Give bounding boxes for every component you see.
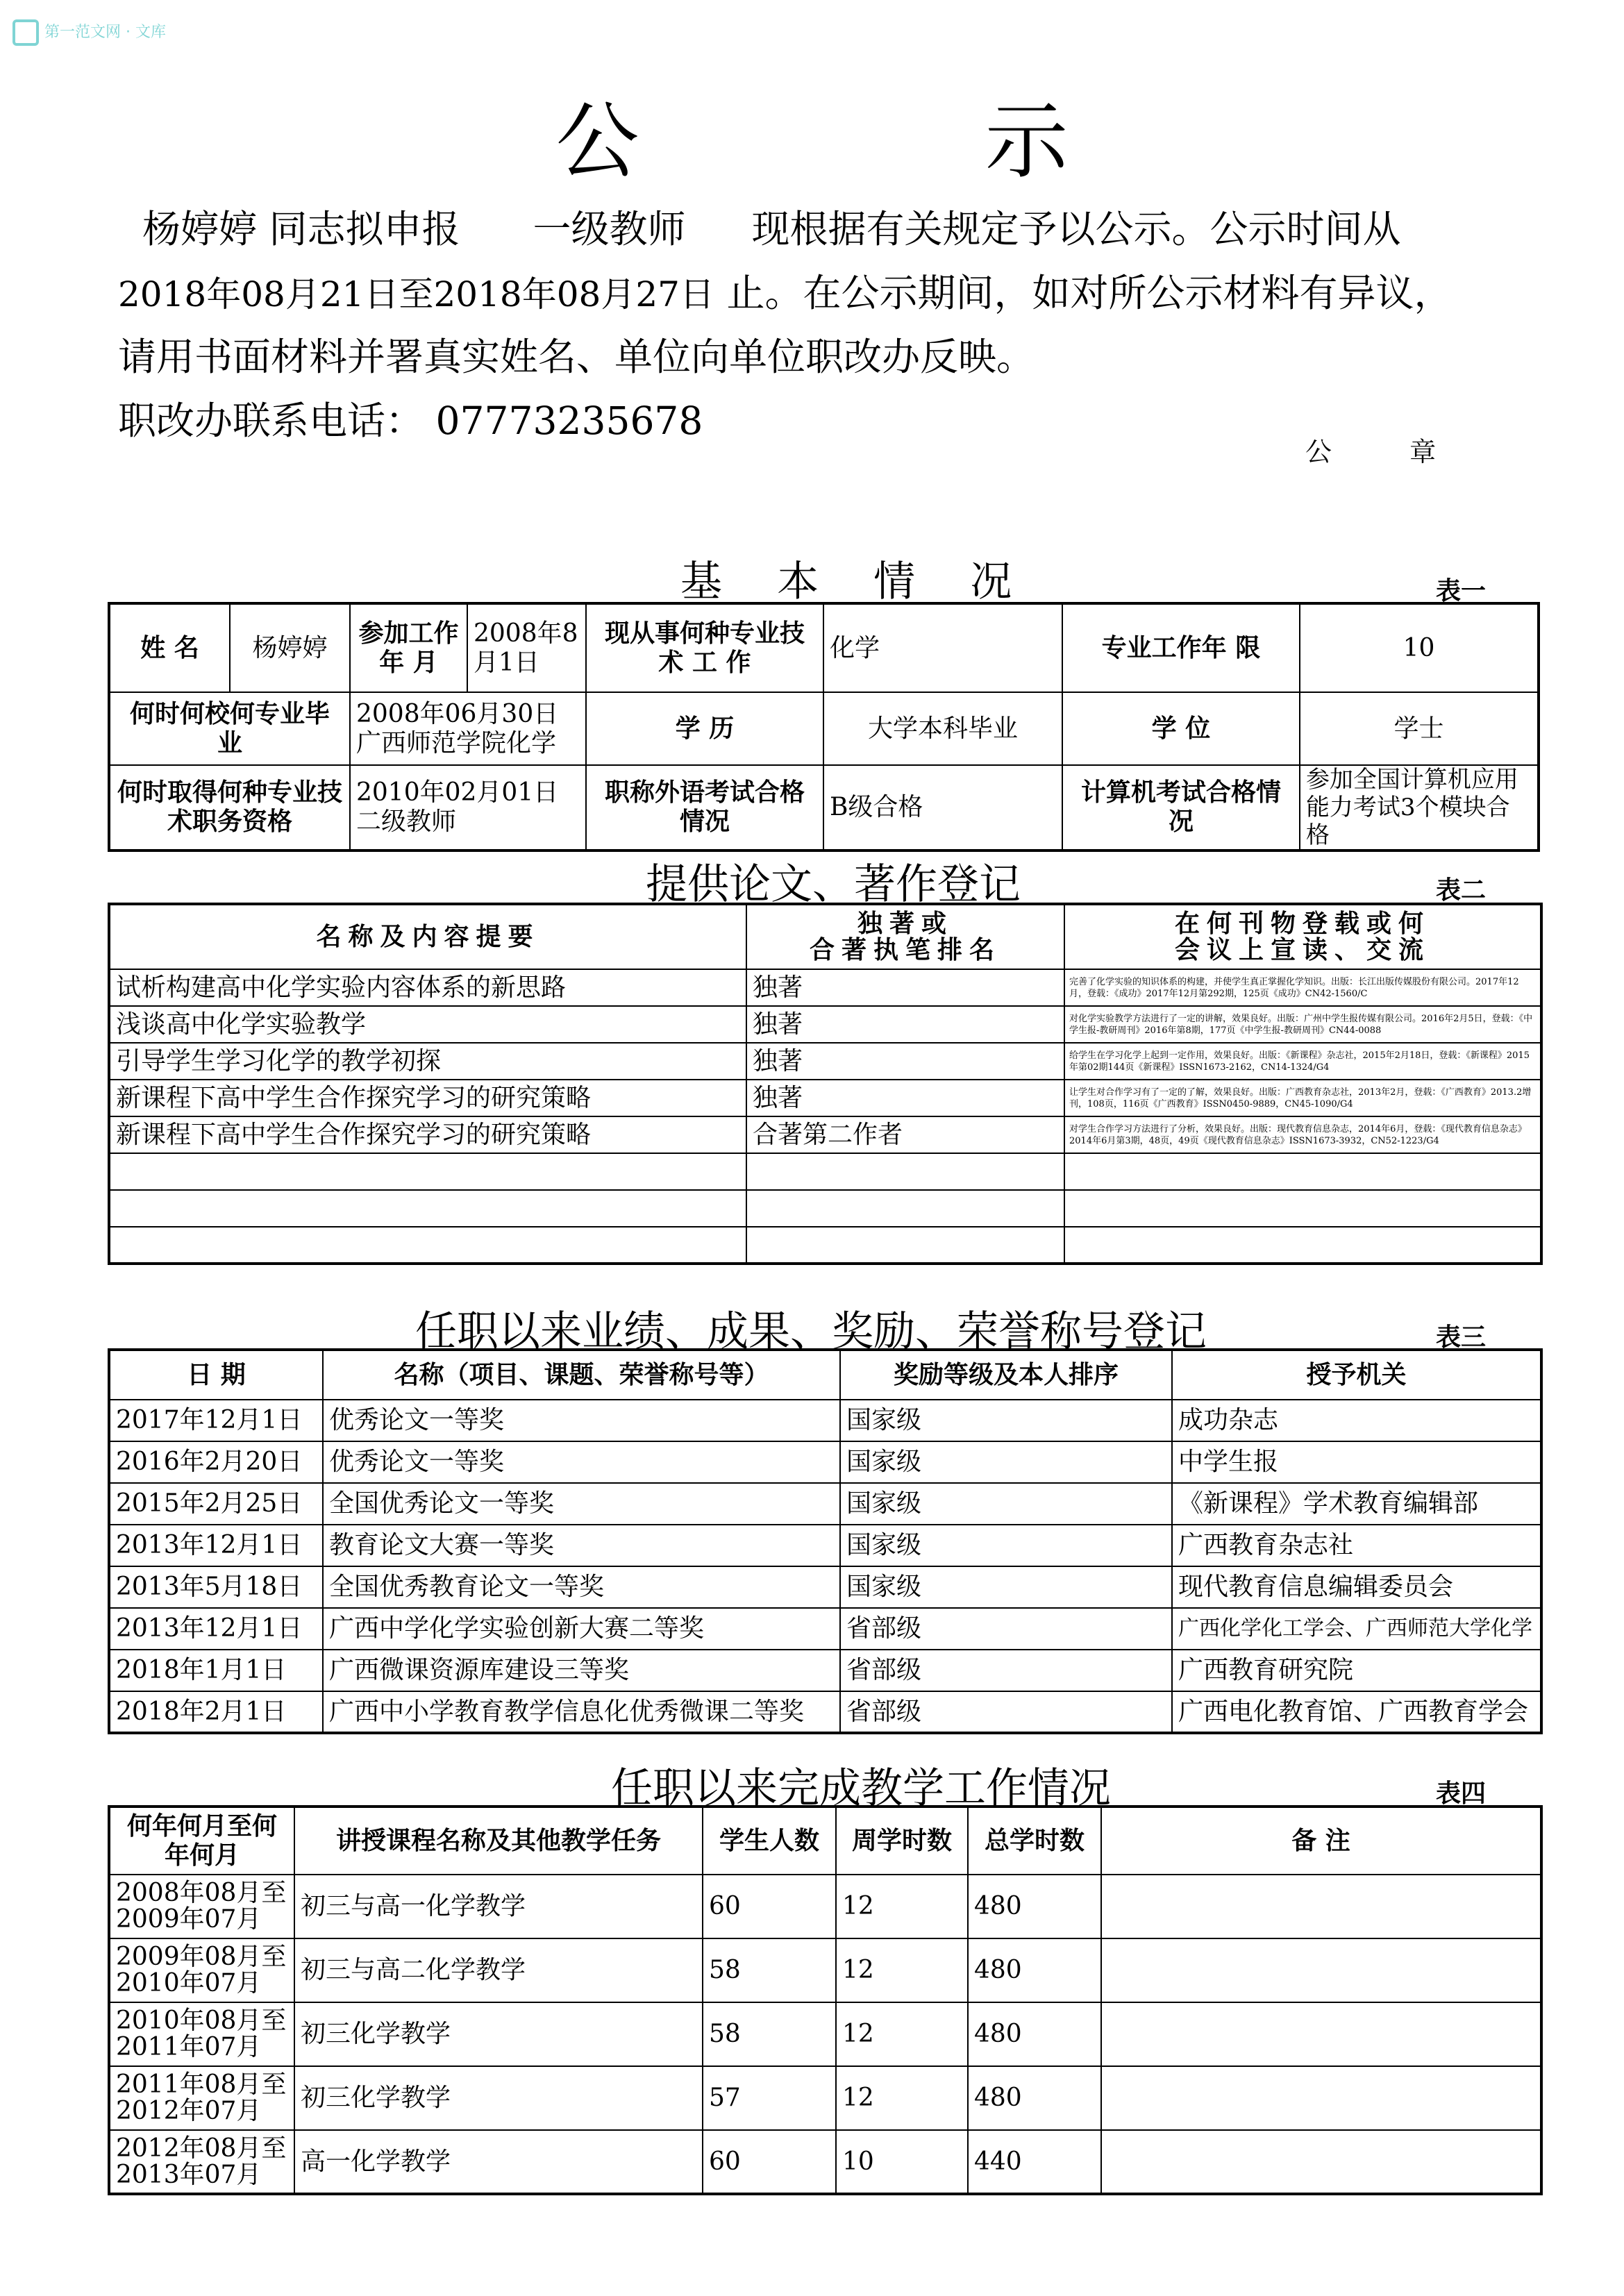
award-org: 成功杂志 bbox=[1172, 1400, 1541, 1441]
award-level: 省部级 bbox=[840, 1691, 1172, 1733]
work-start-label: 参加工作年 月 bbox=[350, 603, 467, 692]
award-date: 2015年2月25日 bbox=[109, 1483, 323, 1525]
teaching-total: 480 bbox=[968, 1875, 1101, 1938]
table-row bbox=[109, 1650, 1541, 1691]
table-row bbox=[109, 1566, 1541, 1608]
seal-label: 公 章 bbox=[1305, 437, 1471, 467]
profession-label: 现从事何种专业技 术 工 作 bbox=[586, 603, 823, 692]
teaching-header-note: 备 注 bbox=[1101, 1807, 1541, 1875]
paper-name: 引导学生学习化学的教学初探 bbox=[109, 1043, 746, 1080]
computer-exam-value: 参加全国计算机应用能力考试3个模块合格 bbox=[1300, 765, 1539, 850]
teaching-weekly: 12 bbox=[836, 2066, 968, 2130]
paper-name: 新课程下高中学生合作探究学习的研究策略 bbox=[109, 1116, 746, 1153]
logo-icon bbox=[12, 19, 39, 46]
teaching-header-total: 总学时数 bbox=[968, 1807, 1101, 1875]
teaching-period: 2011年08月至2012年07月 bbox=[109, 2066, 294, 2130]
name-label: 姓 名 bbox=[109, 603, 230, 692]
table-row bbox=[109, 1608, 1541, 1650]
table2-tag: 表二 bbox=[1436, 876, 1487, 905]
table2-title: 提供论文、著作登记 bbox=[646, 860, 1021, 909]
papers-header-rank-line1: 独著或 bbox=[857, 909, 953, 938]
award-name: 全国优秀论文一等奖 bbox=[323, 1483, 840, 1525]
education-label: 学 历 bbox=[586, 692, 823, 765]
teaching-weekly: 12 bbox=[836, 2002, 968, 2066]
years-value: 10 bbox=[1300, 603, 1539, 692]
page-title: 公 示 bbox=[555, 94, 1228, 190]
paper-name: 新课程下高中学生合作探究学习的研究策略 bbox=[109, 1080, 746, 1116]
award-name: 广西中小学教育教学信息化优秀微课二等奖 bbox=[323, 1691, 840, 1733]
award-level: 国家级 bbox=[840, 1483, 1172, 1525]
paper-rank: 独著 bbox=[746, 969, 1064, 1006]
teaching-note bbox=[1101, 2002, 1541, 2066]
profession-value: 化学 bbox=[823, 603, 1062, 692]
notice-line-4 bbox=[118, 400, 703, 442]
paper-name bbox=[109, 1227, 746, 1264]
paper-rank bbox=[746, 1227, 1064, 1264]
teaching-course: 高一化学教学 bbox=[294, 2130, 703, 2194]
award-name: 优秀论文一等奖 bbox=[323, 1400, 840, 1441]
award-date: 2017年12月1日 bbox=[109, 1400, 323, 1441]
notice-line-3: 请用书面材料并署真实姓名、单位向单位职改办反映。 bbox=[118, 335, 1035, 379]
table-row bbox=[109, 1190, 1541, 1227]
title-qualification-value: 2010年02月01日二级教师 bbox=[350, 765, 586, 850]
award-level: 国家级 bbox=[840, 1441, 1172, 1483]
papers-header-publication bbox=[1064, 904, 1541, 969]
table-row bbox=[109, 1691, 1541, 1733]
paper-rank: 合著第二作者 bbox=[746, 1116, 1064, 1153]
logo-text: 第一范文网 · 文库 bbox=[44, 24, 166, 41]
award-level: 省部级 bbox=[840, 1650, 1172, 1691]
teaching-course: 初三化学教学 bbox=[294, 2002, 703, 2066]
applicant-name: 杨婷婷 bbox=[142, 207, 258, 251]
table4-tag: 表四 bbox=[1436, 1779, 1487, 1808]
teaching-students: 58 bbox=[703, 2002, 836, 2066]
notice-line-1 bbox=[142, 208, 1400, 250]
paper-name: 试析构建高中化学实验内容体系的新思路 bbox=[109, 969, 746, 1006]
table-row bbox=[109, 1080, 1541, 1116]
award-org: 广西电化教育馆、广西教育学会 bbox=[1172, 1691, 1541, 1733]
basic-info-table bbox=[108, 602, 1540, 852]
table-row bbox=[109, 1483, 1541, 1525]
teaching-students: 60 bbox=[703, 2130, 836, 2194]
table3-title: 任职以来业绩、成果、奖励、荣誉称号登记 bbox=[415, 1307, 1207, 1356]
paper-rank bbox=[746, 1190, 1064, 1227]
phone-number: 07773235678 bbox=[435, 399, 703, 443]
award-org: 现代教育信息编辑委员会 bbox=[1172, 1566, 1541, 1608]
award-date: 2018年2月1日 bbox=[109, 1691, 323, 1733]
years-label: 专业工作年 限 bbox=[1062, 603, 1300, 692]
graduation-label: 何时何校何专业毕 业 bbox=[109, 692, 350, 765]
award-name: 广西中学化学实验创新大赛二等奖 bbox=[323, 1608, 840, 1650]
award-date: 2013年12月1日 bbox=[109, 1608, 323, 1650]
teaching-header-students: 学生人数 bbox=[703, 1807, 836, 1875]
notice-text-b: 现根据有关规定予以公示。公示时间从 bbox=[751, 207, 1401, 251]
paper-rank: 独著 bbox=[746, 1006, 1064, 1043]
table-row bbox=[109, 1153, 1541, 1190]
award-name: 全国优秀教育论文一等奖 bbox=[323, 1566, 840, 1608]
teaching-note bbox=[1101, 1938, 1541, 2002]
awards-header-org: 授予机关 bbox=[1172, 1350, 1541, 1400]
teaching-total: 480 bbox=[968, 1938, 1101, 2002]
paper-rank bbox=[746, 1153, 1064, 1190]
papers-header-pub-line2: 会议上宣读、交流 bbox=[1174, 935, 1430, 964]
language-exam-value: B级合格 bbox=[823, 765, 1062, 850]
award-date: 2018年1月1日 bbox=[109, 1650, 323, 1691]
award-org: 广西化学化工学会、广西师范大学化学 bbox=[1172, 1608, 1541, 1650]
applied-level: 一级教师 bbox=[533, 207, 686, 251]
awards-header-name: 名称（项目、课题、荣誉称号等） bbox=[323, 1350, 840, 1400]
degree-value: 学士 bbox=[1300, 692, 1539, 765]
degree-label: 学 位 bbox=[1062, 692, 1300, 765]
table-row bbox=[109, 2002, 1541, 2066]
paper-publication bbox=[1064, 1153, 1541, 1190]
table-row bbox=[109, 1441, 1541, 1483]
notice-line-2 bbox=[118, 272, 1452, 315]
teaching-note bbox=[1101, 1875, 1541, 1938]
teaching-table bbox=[108, 1805, 1543, 2195]
award-org: 广西教育杂志社 bbox=[1172, 1525, 1541, 1566]
award-name: 教育论文大赛一等奖 bbox=[323, 1525, 840, 1566]
teaching-weekly: 12 bbox=[836, 1875, 968, 1938]
table-row bbox=[109, 1938, 1541, 2002]
paper-publication bbox=[1064, 1227, 1541, 1264]
teaching-period: 2009年08月至2010年07月 bbox=[109, 1938, 294, 2002]
table3-tag: 表三 bbox=[1436, 1323, 1487, 1352]
award-org: 广西教育研究院 bbox=[1172, 1650, 1541, 1691]
teaching-students: 60 bbox=[703, 1875, 836, 1938]
award-level: 国家级 bbox=[840, 1525, 1172, 1566]
education-value: 大学本科毕业 bbox=[823, 692, 1062, 765]
awards-header-level: 奖励等级及本人排序 bbox=[840, 1350, 1172, 1400]
table1-title: 基 本 情 况 bbox=[680, 558, 1033, 606]
computer-exam-label: 计算机考试合格情况 bbox=[1062, 765, 1300, 850]
site-logo bbox=[12, 19, 166, 46]
paper-name bbox=[109, 1153, 746, 1190]
teaching-course: 初三化学教学 bbox=[294, 2066, 703, 2130]
paper-publication: 给学生在学习化学上起到一定作用，效果良好。出版：《新课程》杂志社，2015年2月18日，登载：《新课程》2015年第02期144页《新课程》ISSN1673-2162，CN14-1324/G4 bbox=[1064, 1043, 1541, 1080]
table-row bbox=[109, 1400, 1541, 1441]
teaching-note bbox=[1101, 2066, 1541, 2130]
award-org: 中学生报 bbox=[1172, 1441, 1541, 1483]
teaching-total: 440 bbox=[968, 2130, 1101, 2194]
award-level: 国家级 bbox=[840, 1566, 1172, 1608]
teaching-course: 初三与高二化学教学 bbox=[294, 1938, 703, 2002]
awards-header-date: 日 期 bbox=[109, 1350, 323, 1400]
papers-header-pub-line1: 在何刊物登载或何 bbox=[1174, 909, 1430, 938]
paper-name: 浅谈高中化学实验教学 bbox=[109, 1006, 746, 1043]
award-name: 优秀论文一等奖 bbox=[323, 1441, 840, 1483]
title-qualification-label: 何时取得何种专业技术职务资格 bbox=[109, 765, 350, 850]
paper-rank: 独著 bbox=[746, 1043, 1064, 1080]
paper-publication: 完善了化学实验的知识体系的构建，并使学生真正掌握化学知识。出版：长江出版传媒股份有限公司。2017年12月，登载：《成功》2017年12月第292期，125页《成功》CN42-1560/C bbox=[1064, 969, 1541, 1006]
teaching-weekly: 10 bbox=[836, 2130, 968, 2194]
award-date: 2016年2月20日 bbox=[109, 1441, 323, 1483]
papers-header-name: 名称及内容提要 bbox=[109, 904, 746, 969]
papers-header-rank bbox=[746, 904, 1064, 969]
teaching-total: 480 bbox=[968, 2002, 1101, 2066]
awards-table bbox=[108, 1348, 1543, 1734]
teaching-period: 2012年08月至2013年07月 bbox=[109, 2130, 294, 2194]
name-value: 杨婷婷 bbox=[230, 603, 350, 692]
table-row bbox=[109, 2130, 1541, 2194]
table-row bbox=[109, 969, 1541, 1006]
paper-publication bbox=[1064, 1190, 1541, 1227]
teaching-students: 57 bbox=[703, 2066, 836, 2130]
table4-title: 任职以来完成教学工作情况 bbox=[611, 1764, 1111, 1813]
award-level: 国家级 bbox=[840, 1400, 1172, 1441]
award-date: 2013年12月1日 bbox=[109, 1525, 323, 1566]
phone-label: 职改办联系电话： bbox=[118, 399, 424, 443]
teaching-total: 480 bbox=[968, 2066, 1101, 2130]
papers-header-rank-line2: 合著执笔排名 bbox=[809, 935, 1001, 964]
table-row bbox=[109, 1116, 1541, 1153]
teaching-header-course: 讲授课程名称及其他教学任务 bbox=[294, 1807, 703, 1875]
table-row bbox=[109, 1006, 1541, 1043]
graduation-value: 2008年06月30日广西师范学院化学 bbox=[350, 692, 586, 765]
table-row bbox=[109, 2066, 1541, 2130]
paper-publication: 对学生合作学习方法进行了分析，效果良好。出版：现代教育信息杂志，2014年6月，登载：《现代教育信息杂志》2014年6月第3期，48页，49页《现代教育信息杂志》ISSN1673-3932，CN52-1223/G4 bbox=[1064, 1116, 1541, 1153]
table1-tag: 表一 bbox=[1436, 577, 1487, 605]
table-row bbox=[109, 1525, 1541, 1566]
paper-rank: 独著 bbox=[746, 1080, 1064, 1116]
award-date: 2013年5月18日 bbox=[109, 1566, 323, 1608]
notice-text-a: 同志拟申报 bbox=[269, 207, 460, 251]
table-row bbox=[109, 1043, 1541, 1080]
language-exam-label: 职称外语考试合格情况 bbox=[586, 765, 823, 850]
table-row bbox=[109, 1875, 1541, 1938]
table-row bbox=[109, 1227, 1541, 1264]
notice-dates: 2018年08月21日至2018年08月27日 bbox=[118, 274, 714, 315]
award-name: 广西微课资源库建设三等奖 bbox=[323, 1650, 840, 1691]
teaching-period: 2008年08月至2009年07月 bbox=[109, 1875, 294, 1938]
work-start-value: 2008年8月1日 bbox=[467, 603, 586, 692]
award-org: 《新课程》学术教育编辑部 bbox=[1172, 1483, 1541, 1525]
notice-text-c: 止。在公示期间，如对所公示材料有异议， bbox=[726, 271, 1453, 315]
paper-name bbox=[109, 1190, 746, 1227]
papers-table bbox=[108, 903, 1543, 1265]
teaching-note bbox=[1101, 2130, 1541, 2194]
teaching-course: 初三与高一化学教学 bbox=[294, 1875, 703, 1938]
teaching-students: 58 bbox=[703, 1938, 836, 2002]
award-level: 省部级 bbox=[840, 1608, 1172, 1650]
teaching-weekly: 12 bbox=[836, 1938, 968, 2002]
paper-publication: 对化学实验教学方法进行了一定的讲解，效果良好。出版：广州中学生报传媒有限公司。2016年2月5日，登载：《中学生报-教研周刊》2016年第8期，177页《中学生报-教研周刊》CN44-0088 bbox=[1064, 1006, 1541, 1043]
teaching-header-weekly: 周学时数 bbox=[836, 1807, 968, 1875]
teaching-period: 2010年08月至2011年07月 bbox=[109, 2002, 294, 2066]
teaching-header-period: 何年何月至何年何月 bbox=[109, 1807, 294, 1875]
paper-publication: 让学生对合作学习有了一定的了解，效果良好。出版：广西教育杂志社，2013年2月，登载：《广西教育》2013.2增刊，108页，116页《广西教育》ISSN0450-9889，CN45-1090/G4 bbox=[1064, 1080, 1541, 1116]
